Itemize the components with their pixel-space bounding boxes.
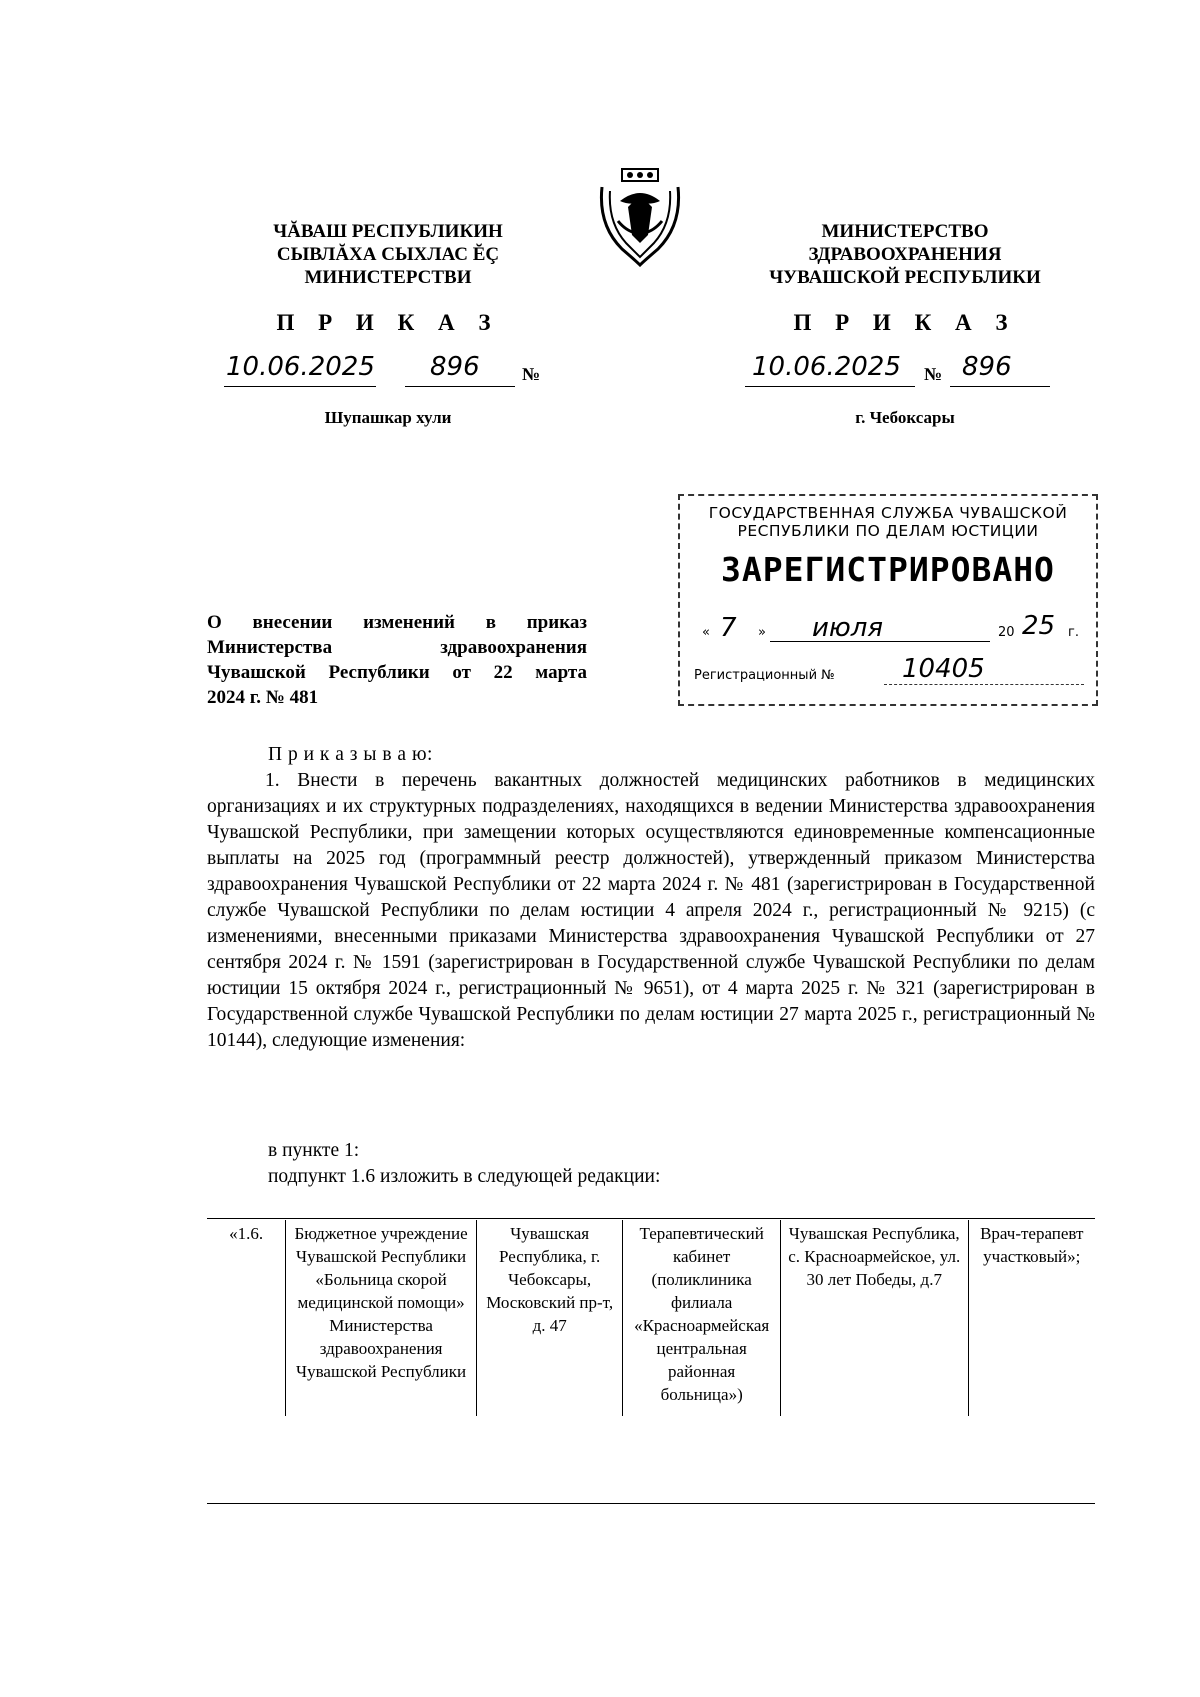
stamp-reg-label: Регистрационный № bbox=[694, 668, 835, 683]
ministry-name-chuvash-line1: ЧĂВАШ РЕСПУБЛИКИН bbox=[273, 221, 503, 242]
stamp-authority-line2: РЕСПУБЛИКИ ПО ДЕЛАМ ЮСТИЦИИ bbox=[737, 522, 1039, 540]
ministry-name-chuvash bbox=[218, 220, 558, 289]
stamp-quote-close: » bbox=[758, 625, 766, 640]
table-cell-unit-address: Чувашская Республика, с. Красноармейское, ул. 30 лет Победы, д.7 bbox=[780, 1220, 968, 1416]
order-number-russian-underline bbox=[950, 386, 1050, 387]
order-number-chuvash-underline bbox=[405, 386, 515, 387]
stamp-month-underline bbox=[770, 641, 990, 642]
document-title-line3: Чувашской Республики от 22 марта bbox=[207, 662, 587, 683]
ministry-name-russian-line1: МИНИСТЕРСТВО bbox=[821, 221, 989, 242]
document-title-line1: О внесении изменений в приказ bbox=[207, 612, 587, 633]
ministry-name-russian-line3: ЧУВАШСКОЙ РЕСПУБЛИКИ bbox=[769, 267, 1041, 288]
stamp-status: ЗАРЕГИСТРИРОВАНО bbox=[721, 550, 1055, 589]
ministry-name-russian-line2: ЗДРАВООХРАНЕНИЯ bbox=[808, 244, 1002, 265]
order-number-russian: 896 bbox=[962, 352, 1012, 382]
point-reference: в пункте 1: bbox=[268, 1140, 360, 1161]
table-cell-organization-address: Чувашская Республика, г. Чебоксары, Московский пр-т, д. 47 bbox=[476, 1220, 622, 1416]
order-number-chuvash: 896 bbox=[430, 352, 480, 382]
table-cell-unit: Терапевтический кабинет (поликлиника филиала «Красноармейская центральная районная больница») bbox=[623, 1220, 781, 1416]
table-row bbox=[207, 1220, 1095, 1416]
document-title-line4: 2024 г. № 481 bbox=[207, 687, 319, 708]
document-title-line2: Министерства здравоохранения bbox=[207, 637, 587, 658]
stamp-quote-open: « bbox=[702, 625, 710, 640]
order-date-chuvash-value: 10.06.2025 bbox=[226, 352, 375, 382]
order-word-russian: П Р И К А З bbox=[793, 310, 1017, 335]
order-intro: П р и к а з ы в а ю: bbox=[268, 744, 433, 765]
city-russian: г. Чебоксары bbox=[855, 408, 955, 427]
stamp-year-prefix: 20 bbox=[998, 625, 1015, 640]
order-date-russian-underline bbox=[745, 386, 915, 387]
table-cell-organization: Бюджетное учреждение Чувашской Республики «Больница скорой медицинской помощи» Министерства здравоохранения Чувашской Республики bbox=[286, 1220, 477, 1416]
order-date-chuvash bbox=[226, 352, 376, 382]
order-number-russian-sign: № bbox=[924, 364, 943, 384]
body-paragraph-1 bbox=[207, 768, 1095, 1054]
positions-table-bottom-rule bbox=[207, 1503, 1095, 1504]
order-word-chuvash: П Р И К А З bbox=[276, 310, 500, 335]
order-date-russian: 10.06.2025 bbox=[752, 352, 901, 382]
ministry-name-russian bbox=[725, 220, 1085, 289]
stamp-reg-row bbox=[694, 654, 1084, 688]
table-cell-position: Врач-терапевт участковый»; bbox=[968, 1220, 1095, 1416]
stamp-month: июля bbox=[812, 613, 884, 643]
emblem-chuvash-republic bbox=[592, 165, 688, 267]
stamp-authority-line1: ГОСУДАРСТВЕННАЯ СЛУЖБА ЧУВАШСКОЙ bbox=[708, 504, 1068, 522]
city-chuvash: Шупашкар хули bbox=[324, 408, 452, 427]
positions-table-top-rule bbox=[207, 1218, 1095, 1219]
registration-stamp bbox=[678, 494, 1098, 706]
ministry-name-chuvash-line2: СЫВЛĂХА СЫХЛАС ĔÇ bbox=[276, 244, 500, 265]
body-paragraph-1-text: 1. Внести в перечень вакантных должностей медицинских работников в медицинских организациях и их структурных подразделениях, находящихся в ведении Министерства здравоохранения Чувашской Республики, при замещении которых осуществляются единовременные компенсационные выплаты на 2025 год (программный реестр должностей), утвержденный приказом Министерства здравоохранения Чувашской Республики от 22 марта 2024 г. № 481 (зарегистрирован в Государственной службе Чувашской Республики по делам юстиции 4 апреля 2024 г., регистрационный № 9215) (с изменениями, внесенными приказами Министерства здравоохранения Чувашской Республики от 27 сентября 2024 г. № 1591 (зарегистрирован в Государственной службе Чувашской Республики по делам юстиции 15 октября 2024 г., регистрационный № 9651), от 4 марта 2025 г. № 321 (зарегистрирован в Государственной службе Чувашской Республики по делам юстиции 27 марта 2025 г., регистрационный № 10144), следующие изменения: bbox=[207, 770, 1095, 1051]
stamp-year-suffix: г. bbox=[1068, 625, 1079, 640]
subpoint-reference: подпункт 1.6 изложить в следующей редакции: bbox=[268, 1166, 661, 1187]
stamp-day: 7 bbox=[720, 613, 737, 643]
stamp-reg-number: 10405 bbox=[902, 654, 985, 684]
ministry-name-chuvash-line3: МИНИСТЕРСТВИ bbox=[304, 267, 472, 288]
stamp-year: 25 bbox=[1022, 611, 1056, 641]
order-date-chuvash-underline bbox=[224, 386, 376, 387]
order-number-chuvash-sign: № bbox=[522, 364, 541, 384]
table-cell-number: «1.6. bbox=[207, 1220, 286, 1416]
stamp-date-row bbox=[702, 613, 1082, 645]
positions-table bbox=[207, 1220, 1095, 1416]
stamp-reg-underline bbox=[884, 684, 1084, 685]
document-title bbox=[207, 610, 587, 710]
